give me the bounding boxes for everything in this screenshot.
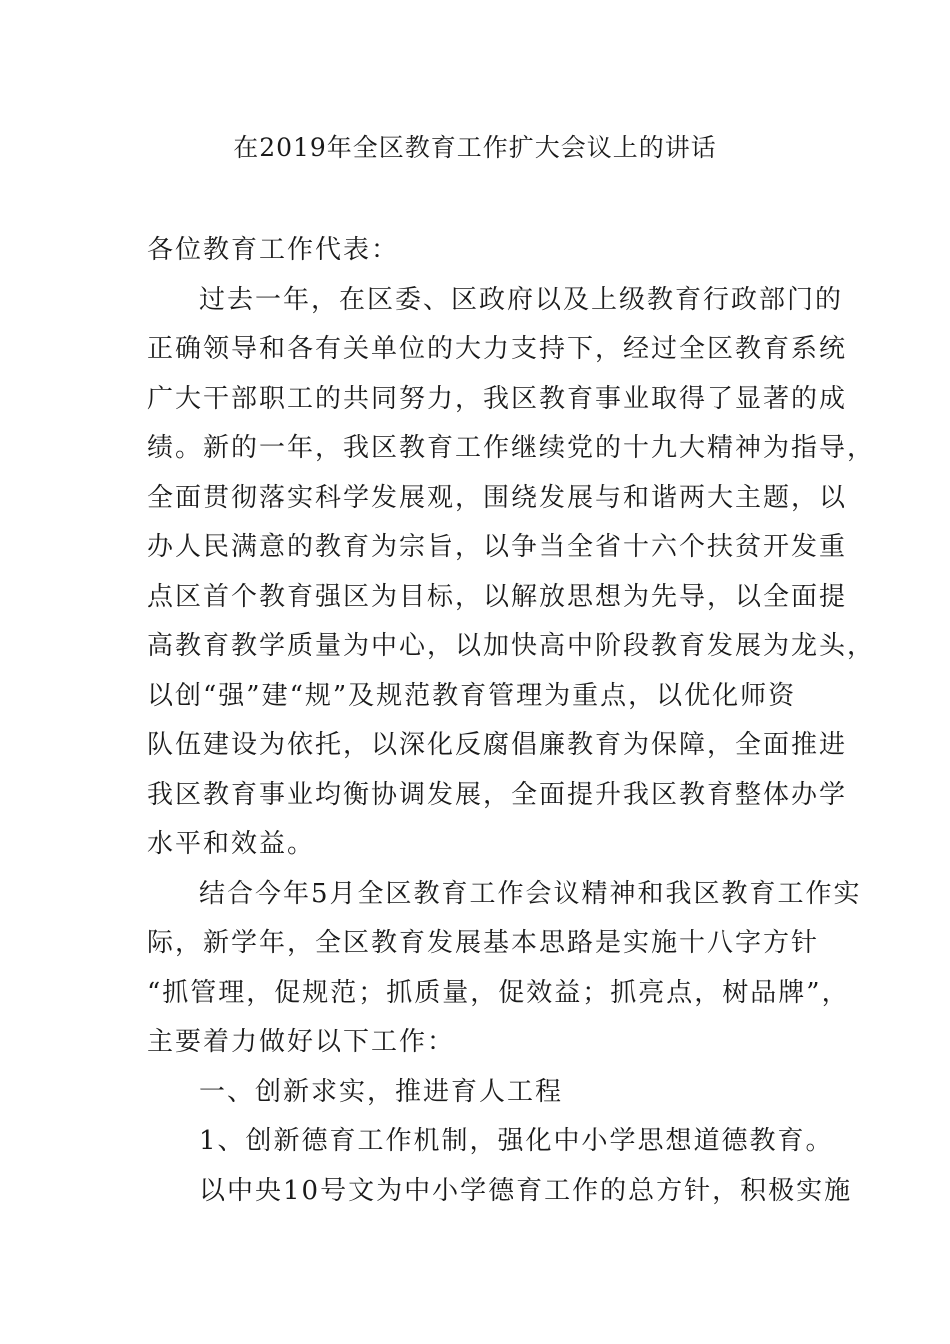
text-line: 办人民满意的教育为宗旨，以争当全省十六个扶贫开发重	[147, 532, 848, 562]
text-line: 一、创新求实，推进育人工程	[199, 1076, 564, 1107]
text-line: 1、创新德育工作机制，强化中小学思想道德教育。	[199, 1126, 834, 1156]
text-line: 广大干部职工的共同努力，我区教育事业取得了显著的成	[147, 383, 848, 414]
text-line: 各位教育工作代表：	[147, 235, 400, 265]
text-line: 点区首个教育强区为目标，以解放思想为先导，以全面提	[147, 581, 848, 612]
text-line: 过去一年，在区委、区政府以及上级教育行政部门的	[199, 284, 844, 315]
text-line: 绩。新的一年，我区教育工作继续党的十九大精神为指导，	[147, 433, 876, 463]
text-line: 际，新学年，全区教育发展基本思路是实施十八字方针	[147, 928, 820, 958]
document-body	[147, 226, 876, 1216]
text-line: 主要着力做好以下工作：	[147, 1027, 456, 1057]
page-title: 在2019年全区教育工作扩大会议上的讲话	[233, 133, 717, 162]
text-line: 以中央10号文为中小学德育工作的总方针，积极实施	[199, 1175, 853, 1206]
text-line: 水平和效益。	[147, 829, 316, 859]
text-line: 我区教育事业均衡协调发展，全面提升我区教育整体办学	[147, 779, 848, 810]
text-line: 以创“强”建“规”及规范教育管理为重点，以优化师资	[147, 680, 797, 711]
text-line: 正确领导和各有关单位的大力支持下，经过全区教育系统	[147, 334, 848, 364]
text-line: 高教育教学质量为中心，以加快高中阶段教育发展为龙头，	[147, 631, 876, 661]
text-line: 结合今年5月全区教育工作会议精神和我区教育工作实	[199, 878, 862, 909]
text-line: 队伍建设为依托，以深化反腐倡廉教育为保障，全面推进	[147, 730, 848, 760]
text-line: 全面贯彻落实科学发展观，围绕发展与和谐两大主题，以	[147, 482, 848, 513]
text-line: “抓管理，促规范；抓质量，促效益；抓亮点，树品牌”，	[147, 977, 850, 1008]
